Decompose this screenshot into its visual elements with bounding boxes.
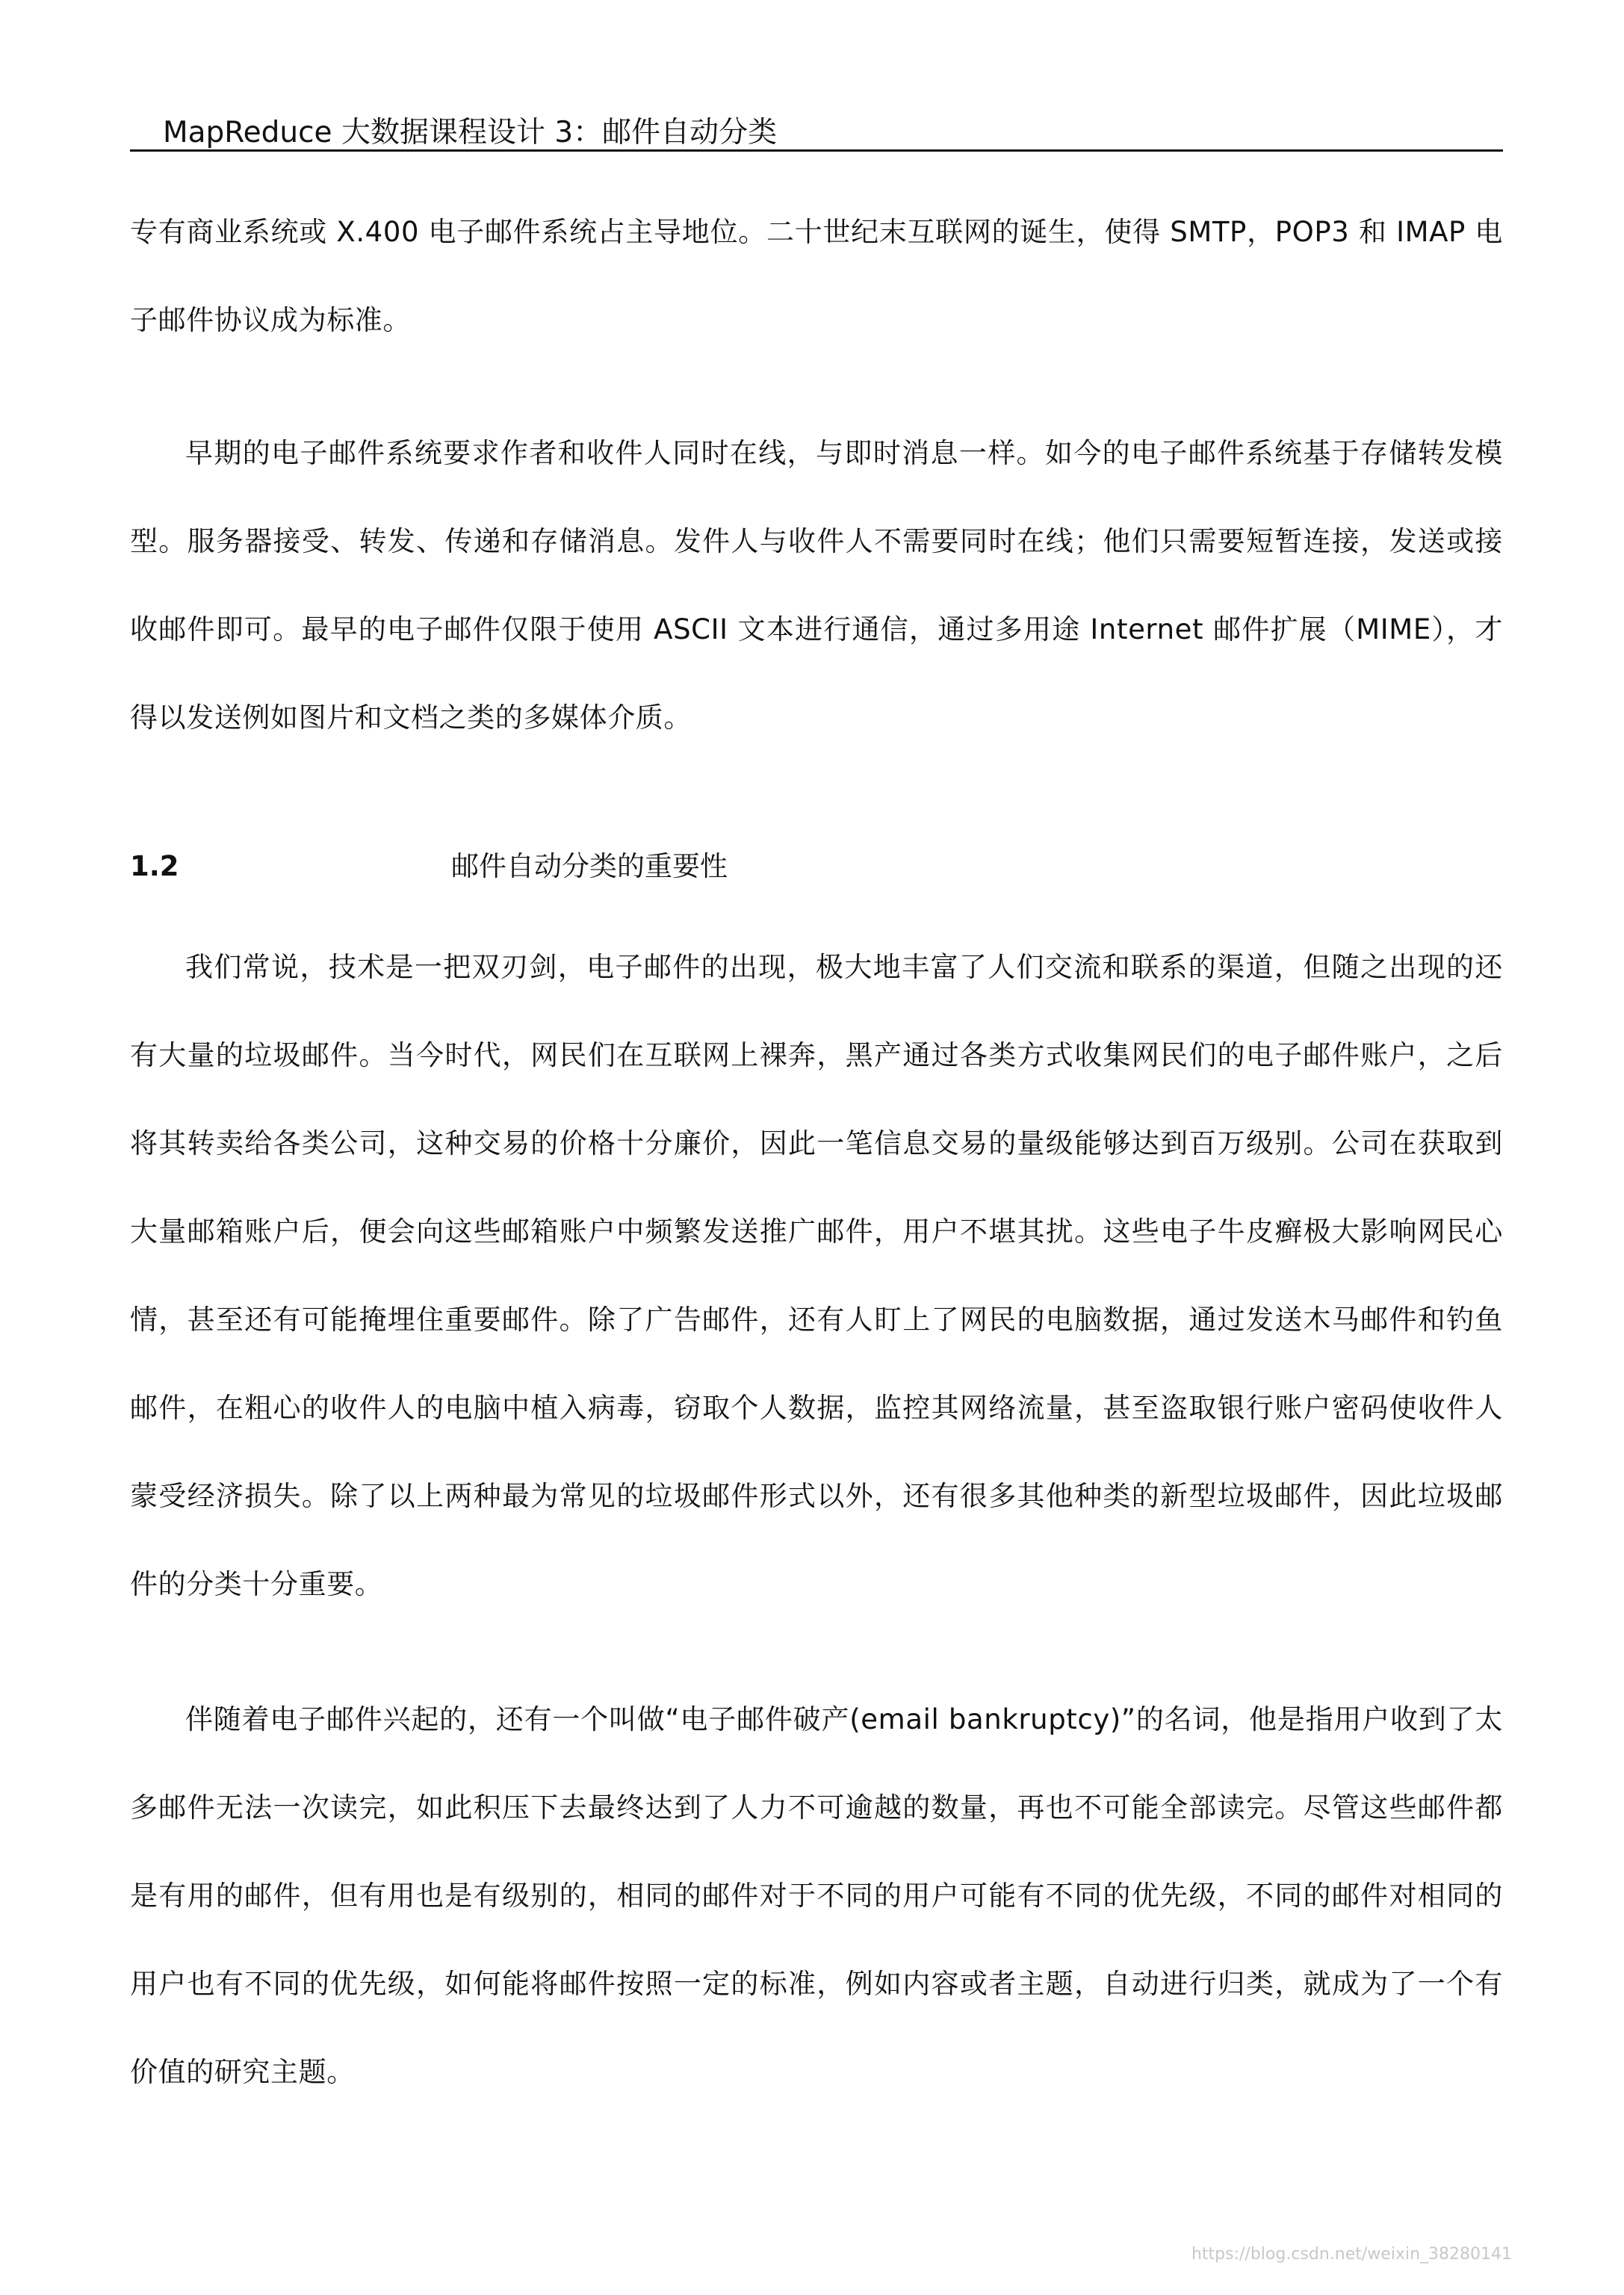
watermark-text: https://blog.csdn.net/weixin_38280141 [1191,2245,1512,2264]
section-number: 1.2 [130,850,179,882]
paragraph-protocols: 专有商业系统或 X.400 电子邮件系统占主导地位。二十世纪末互联网的诞生，使得 SMTP，POP3 和 IMAP 电子邮件协议成为标准。 [130,216,1503,336]
header-rule [130,149,1503,152]
running-header: MapReduce 大数据课程设计 3：邮件自动分类 [163,116,778,149]
paragraph-spam: 我们常说，技术是一把双刃剑，电子邮件的出现，极大地丰富了人们交流和联系的渠道，但随之出现的还有大量的垃圾邮件。当今时代，网民们在互联网上裸奔，黑产通过各类方式收集网民们的电子邮件账户，之后将其转卖给各类公司，这种交易的价格十分廉价，因此一笔信息交易的量级能够达到百万级别。公司在获取到大量邮箱账户后，便会向这些邮箱账户中频繁发送推广邮件，用户不堪其扰。这些电子牛皮癣极大影响网民心情，甚至还有可能掩埋住重要邮件。除了广告邮件，还有人盯上了网民的电脑数据，通过发送木马邮件和钓鱼邮件，在粗心的收件人的电脑中植入病毒，窃取个人数据，监控其网络流量，甚至盗取银行账户密码使收件人蒙受经济损失。除了以上两种最为常见的垃圾邮件形式以外，还有很多其他种类的新型垃圾邮件，因此垃圾邮件的分类十分重要。 [130,951,1503,1600]
paragraph-early-email: 早期的电子邮件系统要求作者和收件人同时在线，与即时消息一样。如今的电子邮件系统基于存储转发模型。服务器接受、转发、传递和存储消息。发件人与收件人不需要同时在线；他们只需要短暂连接，发送或接收邮件即可。最早的电子邮件仅限于使用 ASCII 文本进行通信，通过多用途 Internet 邮件扩展（MIME），才得以发送例如图片和文档之类的多媒体介质。 [130,437,1503,734]
section-title: 邮件自动分类的重要性 [451,850,728,882]
paragraph-email-bankruptcy: 伴随着电子邮件兴起的，还有一个叫做“电子邮件破产(email bankruptcy)”的名词，他是指用户收到了太多邮件无法一次读完，如此积压下去最终达到了人力不可逾越的数量，再也不可能全部读完。尽管这些邮件都是有用的邮件，但有用也是有级别的，相同的邮件对于不同的用户可能有不同的优先级，不同的邮件对相同的用户也有不同的优先级，如何能将邮件按照一定的标准，例如内容或者主题，自动进行归类，就成为了一个有价值的研究主题。 [130,1703,1503,2088]
